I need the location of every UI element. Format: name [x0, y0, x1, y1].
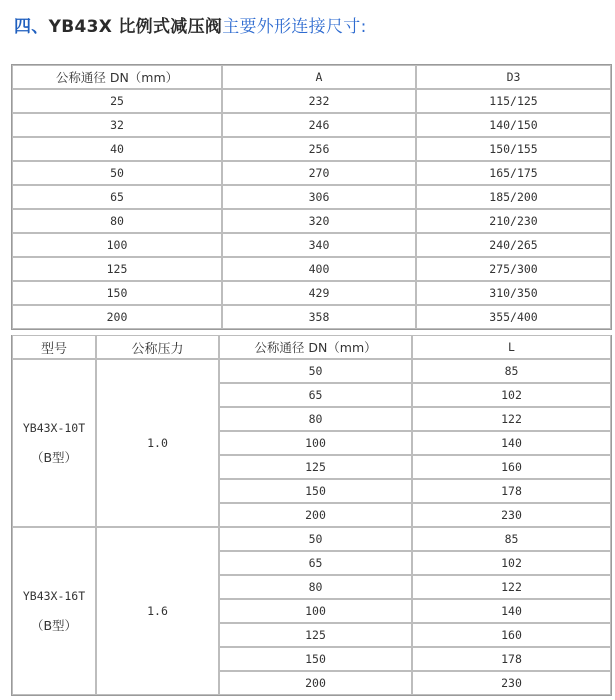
cell-dn: 100 — [219, 431, 412, 455]
table-row — [12, 89, 611, 113]
cell-d3: 150/155 — [416, 137, 611, 161]
cell-a: 256 — [222, 137, 416, 161]
cell-dn: 100 — [219, 599, 412, 623]
cell-pressure: 1.6 — [96, 527, 219, 695]
cell-d3: 165/175 — [416, 161, 611, 185]
cell-l: 102 — [412, 383, 611, 407]
cell-dn: 150 — [219, 647, 412, 671]
cell-model — [12, 359, 96, 527]
cell-dn: 40 — [12, 137, 222, 161]
table-row — [12, 113, 611, 137]
heading-prefix: 四、 — [14, 17, 49, 37]
cell-d3: 355/400 — [416, 305, 611, 329]
cell-dn: 65 — [12, 185, 222, 209]
cell-l: 160 — [412, 455, 611, 479]
cell-a: 306 — [222, 185, 416, 209]
table-header-row — [12, 65, 611, 89]
cell-dn: 80 — [12, 209, 222, 233]
cell-a: 232 — [222, 89, 416, 113]
cell-pressure: 1.0 — [96, 359, 219, 527]
table-row — [12, 305, 611, 329]
model-type: （B型） — [30, 450, 78, 465]
cell-l: 122 — [412, 407, 611, 431]
table-row — [12, 209, 611, 233]
cell-l: 140 — [412, 431, 611, 455]
cell-l: 230 — [412, 503, 611, 527]
cell-l: 122 — [412, 575, 611, 599]
model-code: YB43X-10T — [22, 421, 86, 435]
model-code: YB43X-16T — [22, 589, 86, 603]
cell-d3: 240/265 — [416, 233, 611, 257]
cell-l: 230 — [412, 671, 611, 695]
header-pressure: 公称压力 — [96, 335, 219, 359]
cell-d3: 275/300 — [416, 257, 611, 281]
cell-dn: 65 — [219, 383, 412, 407]
table-row — [12, 161, 611, 185]
cell-dn: 80 — [219, 575, 412, 599]
heading-suffix: 主要外形连接尺寸: — [222, 17, 367, 37]
cell-l: 102 — [412, 551, 611, 575]
table-row — [12, 359, 611, 383]
table-row — [12, 281, 611, 305]
table-row — [12, 257, 611, 281]
cell-dn: 65 — [219, 551, 412, 575]
table-header-row — [12, 335, 611, 359]
cell-model — [12, 527, 96, 695]
cell-d3: 310/350 — [416, 281, 611, 305]
model-type: （B型） — [30, 618, 78, 633]
cell-dn: 80 — [219, 407, 412, 431]
cell-a: 270 — [222, 161, 416, 185]
header-l: L — [412, 335, 611, 359]
cell-dn: 50 — [219, 527, 412, 551]
cell-d3: 115/125 — [416, 89, 611, 113]
heading-model: YB43X — [48, 17, 113, 37]
cell-dn: 25 — [12, 89, 222, 113]
cell-d3: 140/150 — [416, 113, 611, 137]
table-row — [12, 527, 611, 551]
cell-l: 178 — [412, 479, 611, 503]
cell-l: 85 — [412, 359, 611, 383]
cell-l: 160 — [412, 623, 611, 647]
cell-l: 85 — [412, 527, 611, 551]
table-row — [12, 233, 611, 257]
table-row — [12, 185, 611, 209]
cell-dn: 125 — [12, 257, 222, 281]
cell-a: 429 — [222, 281, 416, 305]
cell-l: 178 — [412, 647, 611, 671]
cell-a: 400 — [222, 257, 416, 281]
cell-d3: 210/230 — [416, 209, 611, 233]
header-a: A — [222, 65, 416, 89]
cell-a: 320 — [222, 209, 416, 233]
header-model: 型号 — [12, 335, 96, 359]
cell-a: 358 — [222, 305, 416, 329]
cell-dn: 50 — [219, 359, 412, 383]
header-d3: D3 — [416, 65, 611, 89]
cell-dn: 150 — [12, 281, 222, 305]
dimension-table-a-d3 — [11, 64, 612, 330]
table-row — [12, 137, 611, 161]
heading-name: 比例式减压阀 — [112, 17, 223, 37]
cell-dn: 32 — [12, 113, 222, 137]
cell-dn: 200 — [219, 503, 412, 527]
cell-dn: 150 — [219, 479, 412, 503]
header-dn: 公称通径 DN（mm） — [219, 335, 412, 359]
cell-d3: 185/200 — [416, 185, 611, 209]
cell-l: 140 — [412, 599, 611, 623]
cell-dn: 100 — [12, 233, 222, 257]
cell-a: 340 — [222, 233, 416, 257]
cell-dn: 50 — [12, 161, 222, 185]
cell-dn: 125 — [219, 623, 412, 647]
cell-a: 246 — [222, 113, 416, 137]
header-dn: 公称通径 DN（mm） — [12, 65, 222, 89]
dimension-table-l — [11, 335, 612, 696]
cell-dn: 125 — [219, 455, 412, 479]
cell-dn: 200 — [219, 671, 412, 695]
cell-dn: 200 — [12, 305, 222, 329]
section-heading — [14, 12, 367, 37]
